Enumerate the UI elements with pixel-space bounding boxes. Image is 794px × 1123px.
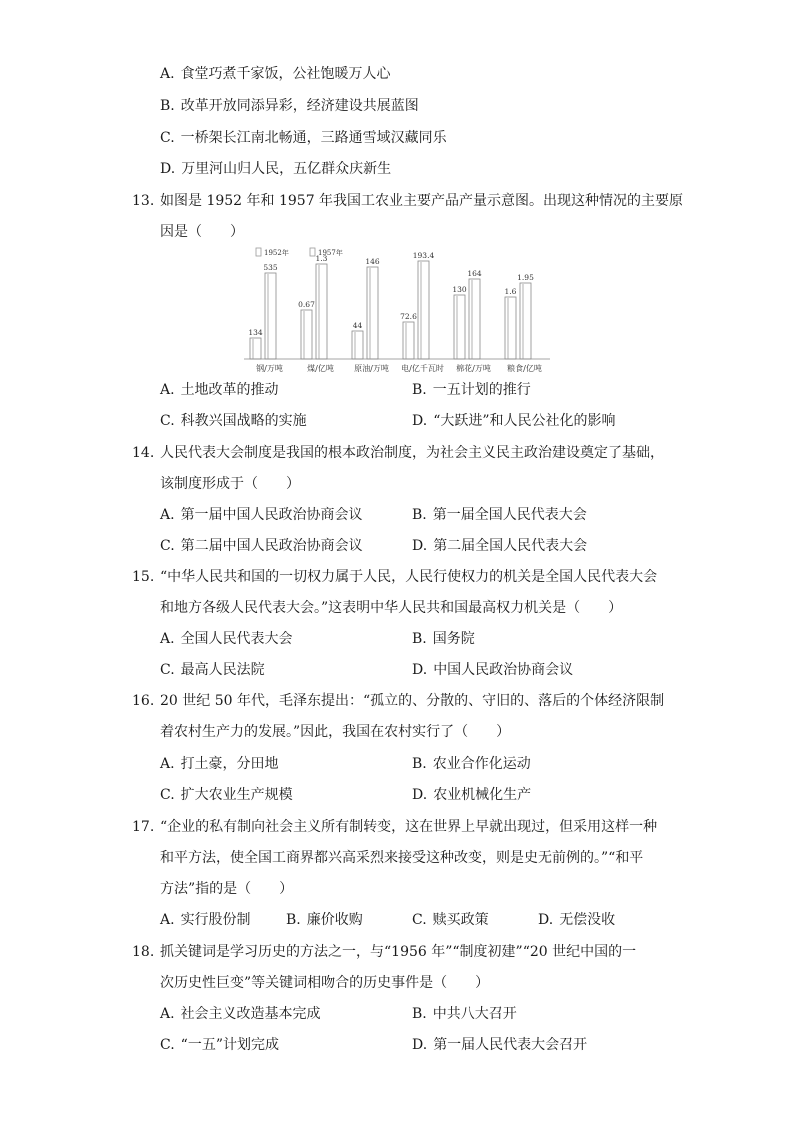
bar-1952-3 bbox=[403, 322, 414, 359]
q13-option-d[interactable]: D. “大跃进”和人民公社化的影响 bbox=[412, 413, 616, 429]
legend-entry-0 bbox=[256, 248, 289, 257]
q16-stem-line1: 20 世纪 50 年代，毛泽东提出：“孤立的、分散的、守旧的、落后的个体经济限制 bbox=[160, 693, 665, 709]
bar-value-label: 1.3 bbox=[315, 254, 328, 263]
q16-stem-line2: 着农村生产力的发展。”因此，我国在农村实行了（ ） bbox=[160, 724, 511, 740]
legend-swatch bbox=[310, 248, 315, 256]
legend-label: 1957年 bbox=[318, 249, 343, 257]
q18-stem-line2: 次历史性巨变”等关键词相吻合的历史事件是（ ） bbox=[160, 975, 490, 991]
q16-option-c[interactable]: C. 扩大农业生产规模 bbox=[160, 787, 293, 803]
q16-number: 16. bbox=[132, 693, 155, 709]
bar-value-label: 44 bbox=[352, 321, 363, 330]
q15-option-a[interactable]: A. 全国人民代表大会 bbox=[160, 631, 293, 647]
q17-stem-line3: 方法”指的是（ ） bbox=[160, 881, 294, 897]
bar-value-label: 134 bbox=[248, 328, 263, 337]
category-label: 粮食/亿吨 bbox=[507, 364, 542, 373]
bar-1952-5 bbox=[505, 297, 516, 359]
q12-option-d[interactable]: D. 万里河山归人民，五亿群众庆新生 bbox=[160, 161, 392, 177]
q17-option-d[interactable]: D. 无偿没收 bbox=[538, 912, 616, 928]
q15-option-b[interactable]: B. 国务院 bbox=[412, 631, 475, 647]
q14-option-d[interactable]: D. 第二届全国人民代表大会 bbox=[412, 538, 588, 554]
q14-option-a[interactable]: A. 第一届中国人民政治协商会议 bbox=[160, 507, 363, 523]
q14-stem-line1: 人民代表大会制度是我国的根本政治制度，为社会主义民主政治建设奠定了基础， bbox=[160, 445, 664, 461]
q18-option-b[interactable]: B. 中共八大召开 bbox=[412, 1006, 517, 1022]
q13-stem-line1: 如图是 1952 年和 1957 年我国工农业主要产品产量示意图。出现这种情况的主要原 bbox=[160, 193, 684, 209]
bar-1957-5 bbox=[520, 283, 531, 359]
bar-value-label: 72.6 bbox=[400, 312, 417, 321]
q14-stem-line2: 该制度形成于（ ） bbox=[160, 476, 300, 492]
q18-option-c[interactable]: C. “一五”计划完成 bbox=[160, 1037, 279, 1053]
category-label: 钢/万吨 bbox=[256, 364, 283, 373]
bar-value-label: 1.6 bbox=[504, 287, 517, 296]
q16-option-a[interactable]: A. 打土豪，分田地 bbox=[160, 756, 279, 772]
q15-stem-line1: “中华人民共和国的一切权力属于人民，人民行使权力的机关是全国人民代表大会 bbox=[160, 569, 658, 585]
bar-1957-1 bbox=[316, 264, 327, 359]
bar-value-label: 193.4 bbox=[412, 251, 435, 260]
q12-option-c[interactable]: C. 一桥架长江南北畅通，三路通雪域汉藏同乐 bbox=[160, 130, 447, 146]
bar-1957-0 bbox=[265, 273, 276, 359]
bar-1952-0 bbox=[250, 338, 261, 359]
q15-option-c[interactable]: C. 最高人民法院 bbox=[160, 662, 265, 678]
q14-option-c[interactable]: C. 第二届中国人民政治协商会议 bbox=[160, 538, 363, 554]
bar-value-label: 1.95 bbox=[517, 273, 534, 282]
legend-swatch bbox=[256, 248, 261, 256]
bar-value-label: 164 bbox=[467, 269, 482, 278]
category-label: 煤/亿吨 bbox=[307, 364, 334, 373]
bar-1957-2 bbox=[367, 267, 378, 359]
q17-number: 17. bbox=[132, 819, 155, 835]
bar-value-label: 146 bbox=[365, 257, 380, 266]
q16-option-b[interactable]: B. 农业合作化运动 bbox=[412, 756, 531, 772]
bar-1957-4 bbox=[469, 279, 480, 359]
q17-stem-line2: 和平方法，使全国工商界都兴高采烈来接受这种改变，则是史无前例的。”“和平 bbox=[160, 850, 644, 866]
category-label: 棉花/万吨 bbox=[456, 364, 491, 373]
bar-1952-4 bbox=[454, 295, 465, 359]
q13-option-c[interactable]: C. 科教兴国战略的实施 bbox=[160, 413, 307, 429]
bar-1952-2 bbox=[352, 331, 363, 359]
q17-option-b[interactable]: B. 廉价收购 bbox=[286, 912, 363, 928]
q16-option-d[interactable]: D. 农业机械化生产 bbox=[412, 787, 532, 803]
q15-number: 15. bbox=[132, 569, 155, 585]
q13-stem-line2: 因是（ ） bbox=[160, 224, 244, 240]
q12-option-a[interactable]: A. 食堂巧煮千家饭，公社饱暖万人心 bbox=[160, 66, 391, 82]
category-label: 电/亿千瓦时 bbox=[401, 364, 444, 373]
bar-value-label: 130 bbox=[452, 285, 467, 294]
q18-stem-line1: 抓关键词是学习历史的方法之一，与“1956 年”“制度初建”“20 世纪中国的一 bbox=[160, 944, 637, 960]
q17-option-c[interactable]: C. 赎买政策 bbox=[412, 912, 489, 928]
q17-stem-line1: “企业的私有制向社会主义所有制转变，这在世界上早就出现过，但采用这样一种 bbox=[160, 819, 658, 835]
bar-value-label: 535 bbox=[263, 263, 278, 272]
q15-stem-line2: 和地方各级人民代表大会。”这表明中华人民共和国最高权力机关是（ ） bbox=[160, 600, 623, 616]
q13-option-a[interactable]: A. 土地改革的推动 bbox=[160, 382, 279, 398]
q13-number: 13. bbox=[132, 193, 155, 209]
q13-option-b[interactable]: B. 一五计划的推行 bbox=[412, 382, 531, 398]
q12-option-b[interactable]: B. 改革开放同添异彩，经济建设共展蓝图 bbox=[160, 98, 419, 114]
category-label: 原油/万吨 bbox=[354, 364, 389, 373]
q15-option-d[interactable]: D. 中国人民政治协商会议 bbox=[412, 662, 574, 678]
q14-option-b[interactable]: B. 第一届全国人民代表大会 bbox=[412, 507, 587, 523]
legend-label: 1952年 bbox=[264, 249, 289, 257]
q14-number: 14. bbox=[132, 445, 155, 461]
q18-option-d[interactable]: D. 第一届人民代表大会召开 bbox=[412, 1037, 588, 1053]
bar-1952-1 bbox=[301, 310, 312, 359]
q18-option-a[interactable]: A. 社会主义改造基本完成 bbox=[160, 1006, 321, 1022]
bar-value-label: 0.67 bbox=[298, 300, 315, 309]
bar-1957-3 bbox=[418, 261, 429, 359]
production-bar-chart bbox=[240, 242, 552, 376]
q17-option-a[interactable]: A. 实行股份制 bbox=[160, 912, 251, 928]
q18-number: 18. bbox=[132, 944, 155, 960]
